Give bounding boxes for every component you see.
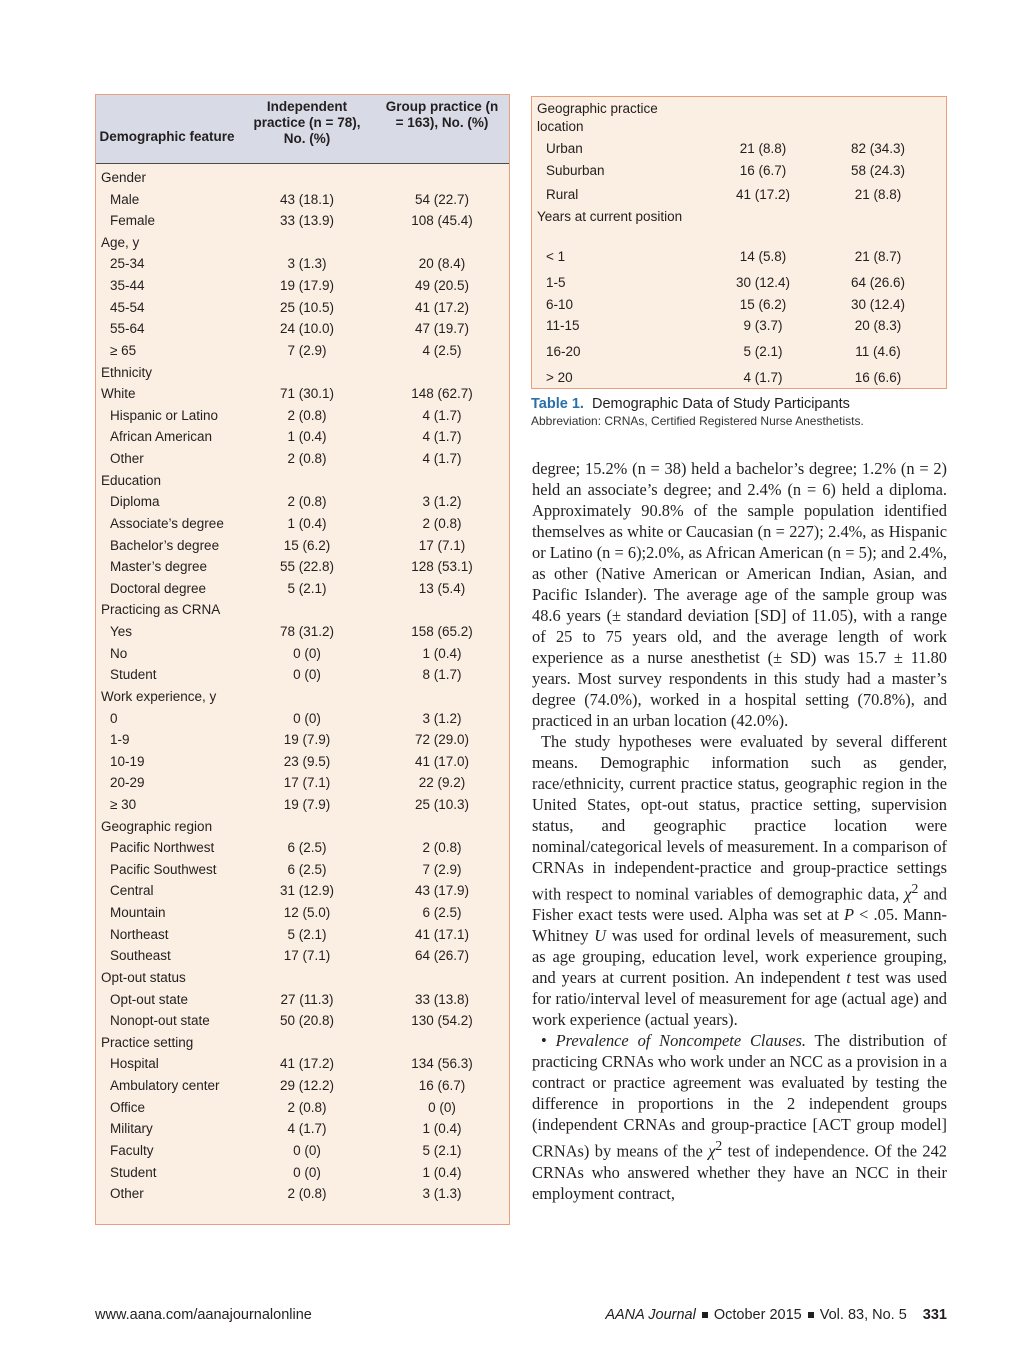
independent-value: 1 (0.4): [287, 429, 327, 445]
group-value: 64 (26.6): [850, 275, 906, 290]
group-value: 4 (2.5): [422, 342, 462, 358]
group-value: 17 (7.1): [418, 537, 466, 553]
row-label: Nonopt-out state: [110, 1013, 210, 1029]
row-label: Practice setting: [101, 1034, 194, 1050]
row-label: Ambulatory center: [110, 1078, 220, 1094]
row-label: 20-29: [110, 775, 145, 791]
group-value: 5 (2.1): [422, 1142, 462, 1158]
table-header: [96, 95, 509, 164]
independent-value: 9 (3.7): [743, 318, 783, 333]
article-body: [532, 458, 947, 1204]
row-label: White: [101, 386, 136, 402]
row-label: ≥ 30: [110, 796, 137, 812]
row-label: Student: [110, 1164, 157, 1180]
independent-value: 0 (0): [293, 1164, 321, 1180]
group-value: 158 (65.2): [411, 624, 473, 640]
independent-value: 2 (0.8): [287, 407, 327, 423]
row-label: 11-15: [546, 318, 580, 333]
table-title: Demographic Data of Study Participants: [591, 396, 850, 412]
group-value: 21 (8.8): [854, 187, 902, 202]
independent-value: 12 (5.0): [283, 905, 331, 921]
row-label: Northeast: [110, 926, 169, 942]
row-label: 55-64: [110, 321, 145, 337]
independent-value: 2 (0.8): [287, 494, 327, 510]
paragraph-demographics: degree; 15.2% (n = 38) held a bachelor’s degree; 1.2% (n = 2) held an associate’s degree; and 2.4% (n = 6) held a diploma. Approximately 90.8% of the sample population identified themselves as white or Caucasian (n = 227); 2.4%, as Hispanic or Latino (n = 6);2.0%, as African American (n = 5); and 2.4%, as other (Native American or American Indian, Asian, and Pacific Islander). The average age of the sample group was 48.6 years (± standard deviation [SD] of 11.05), with a range of 25 to 75 years old, and the average length of work experience as a nurse anesthetist (± SD) was 15.7 ± 11.80 years. Most survey respondents in this study had a master’s degree (74.0%), worked in a hospital setting (70.8%), and practiced in an urban location (42.0%).: [532, 459, 947, 730]
page-number: 331: [922, 1307, 947, 1323]
row-label: 25-34: [110, 256, 145, 272]
group-value: 4 (1.7): [422, 451, 462, 467]
table-label: Table 1.: [531, 396, 584, 412]
independent-value: 2 (0.8): [287, 1099, 327, 1115]
row-label: < 1: [546, 249, 566, 264]
journal-name: AANA Journal: [605, 1307, 696, 1323]
group-value: 0 (0): [428, 1099, 456, 1115]
independent-value: 0 (0): [293, 710, 321, 726]
row-label: Rural: [546, 187, 579, 202]
row-label: Gender: [101, 170, 147, 185]
group-value: 30 (12.4): [850, 297, 906, 312]
row-label: African American: [110, 429, 213, 445]
row-label: Military: [110, 1121, 153, 1137]
independent-value: 19 (17.9): [279, 278, 335, 294]
separator-square: [808, 1312, 814, 1318]
group-value: 58 (24.3): [850, 163, 906, 178]
independent-value: 23 (9.5): [283, 753, 331, 769]
independent-value: 15 (6.2): [283, 537, 331, 553]
independent-value: 50 (20.8): [279, 1013, 335, 1029]
row-label: Bachelor’s degree: [110, 537, 220, 553]
row-label: Yes: [110, 624, 133, 640]
independent-value: 0 (0): [293, 1142, 321, 1158]
independent-value: 0 (0): [293, 667, 321, 683]
group-value: 130 (54.2): [411, 1013, 473, 1029]
row-label: Geographic region: [101, 818, 213, 834]
row-label: > 20: [546, 370, 573, 385]
group-value: 64 (26.7): [414, 948, 470, 964]
independent-value: 78 (31.2): [279, 624, 335, 640]
row-label: ≥ 65: [110, 342, 137, 358]
row-label: Central: [110, 883, 154, 899]
independent-value: 27 (11.3): [280, 991, 334, 1007]
group-value: 41 (17.1): [414, 926, 470, 942]
independent-value: 29 (12.2): [279, 1078, 335, 1094]
group-value: 3 (1.2): [422, 710, 462, 726]
row-label: Ethnicity: [101, 364, 153, 380]
independent-value: 24 (10.0): [279, 321, 335, 337]
group-value: 8 (1.7): [422, 667, 462, 683]
row-label: 1-5: [546, 275, 566, 290]
group-value: 25 (10.3): [414, 796, 470, 812]
independent-value: 43 (18.1): [279, 191, 335, 207]
group-value: 72 (29.0): [414, 732, 470, 748]
independent-value: 33 (13.9): [279, 213, 335, 229]
row-label: 10-19: [110, 753, 145, 769]
group-value: 1 (0.4): [422, 1164, 462, 1180]
independent-value: 2 (0.8): [287, 1186, 327, 1202]
independent-value: 14 (5.8): [739, 249, 787, 264]
row-label: 0: [110, 710, 118, 726]
journal-volume: Vol. 83, No. 5: [819, 1307, 907, 1323]
independent-value: 30 (12.4): [735, 275, 791, 290]
row-label: 16-20: [546, 344, 581, 359]
group-value: 20 (8.4): [418, 256, 466, 272]
row-label: Master’s degree: [110, 559, 208, 575]
group-value: 7 (2.9): [422, 861, 462, 877]
independent-value: 41 (17.2): [735, 187, 791, 202]
demographic-table-right: [531, 96, 947, 389]
independent-value: 5 (2.1): [743, 344, 783, 359]
group-value: 54 (22.7): [414, 191, 470, 207]
group-value: 108 (45.4): [411, 213, 473, 229]
independent-value: 7 (2.9): [287, 342, 327, 358]
row-label: Faculty: [110, 1142, 154, 1158]
footer-journal-info: [605, 1307, 947, 1323]
row-label: Mountain: [110, 905, 166, 921]
independent-value: 15 (6.2): [739, 297, 787, 312]
row-label: 35-44: [110, 278, 145, 294]
independent-value: 19 (7.9): [283, 796, 331, 812]
group-value: 3 (1.2): [422, 494, 462, 510]
separator-square: [702, 1312, 708, 1318]
independent-value: 21 (8.8): [739, 141, 787, 156]
independent-value: 31 (12.9): [279, 883, 335, 899]
independent-value: 17 (7.1): [283, 775, 331, 791]
journal-issue: October 2015: [713, 1307, 802, 1323]
row-label: Opt-out status: [101, 969, 186, 985]
group-value: 2 (0.8): [422, 840, 462, 856]
independent-value: 17 (7.1): [283, 948, 331, 964]
group-value: 16 (6.7): [418, 1078, 466, 1094]
independent-value: 19 (7.9): [283, 732, 331, 748]
independent-value: 4 (1.7): [743, 370, 783, 385]
row-label: 6-10: [546, 297, 574, 312]
paragraph-prevalence: • Prevalence of Noncompete Clauses. The distribution of practicing CRNAs who work under an NCC as a provision in a contract or practice agreement was evaluated by testing the difference in proportions in the 2 independent groups (independent CRNAs and group-practice [ACT group model] CRNAs) by means of the $\chi^2$ test of independence. Of the 242 CRNAs who answered whether they have an NCC in their employment contract,: [532, 1031, 947, 1203]
group-value: 6 (2.5): [422, 905, 462, 921]
group-value: 41 (17.2): [414, 299, 470, 315]
row-label: Pacific Southwest: [110, 861, 217, 877]
group-value: 148 (62.7): [411, 386, 473, 402]
independent-value: 2 (0.8): [287, 451, 327, 467]
group-value: 22 (9.2): [418, 775, 466, 791]
group-value: 43 (17.9): [414, 883, 470, 899]
row-label: Other: [110, 451, 144, 467]
row-label: Age, y: [101, 234, 140, 250]
header-independent-practice: Independent practice (n = 78), No. (%): [253, 99, 361, 146]
section-heading-prevalence: Prevalence of Noncompete Clauses.: [555, 1031, 806, 1051]
independent-value: 0 (0): [293, 645, 321, 661]
table-caption: [531, 396, 951, 428]
group-value: 1 (0.4): [422, 1121, 462, 1137]
row-label: Diploma: [110, 494, 160, 510]
row-label: Practicing as CRNA: [101, 602, 221, 618]
table-abbreviation: Abbreviation: CRNAs, Certified Registered Nurse Anesthetists.: [531, 414, 864, 428]
row-label: Years at current position: [537, 209, 683, 224]
group-value: 128 (53.1): [411, 559, 473, 575]
independent-value: 6 (2.5): [287, 840, 327, 856]
independent-value: 3 (1.3): [287, 256, 327, 272]
group-value: 16 (6.6): [854, 370, 902, 385]
group-value: 33 (13.8): [414, 991, 470, 1007]
group-value: 13 (5.4): [418, 580, 466, 596]
group-value: 82 (34.3): [850, 141, 906, 156]
independent-value: 1 (0.4): [287, 515, 327, 531]
independent-value: 25 (10.5): [279, 299, 335, 315]
demographic-table-left: [95, 94, 510, 1225]
independent-value: 55 (22.8): [279, 559, 335, 575]
row-label: Female: [110, 213, 156, 229]
row-label: Office: [110, 1099, 146, 1115]
row-label: 1-9: [110, 732, 130, 748]
independent-value: 4 (1.7): [287, 1121, 327, 1137]
row-label: Doctoral degree: [110, 580, 207, 596]
row-label: Hospital: [110, 1056, 159, 1072]
group-value: 1 (0.4): [422, 645, 462, 661]
independent-value: 71 (30.1): [279, 386, 335, 402]
group-value: 2 (0.8): [422, 515, 462, 531]
footer-url[interactable]: www.aana.com/aanajournalonline: [95, 1307, 312, 1323]
header-demographic-feature: Demographic feature: [99, 129, 235, 144]
row-label: Southeast: [110, 948, 171, 964]
row-label: Other: [110, 1186, 144, 1202]
independent-value: 5 (2.1): [287, 580, 327, 596]
row-label: Associate’s degree: [110, 515, 224, 531]
independent-value: 5 (2.1): [287, 926, 327, 942]
independent-value: 6 (2.5): [287, 861, 327, 877]
row-label: Opt-out state: [110, 991, 189, 1007]
group-value: 21 (8.7): [854, 249, 902, 264]
row-label: Work experience, y: [101, 688, 217, 704]
group-value: 134 (56.3): [411, 1056, 473, 1072]
paragraph-hypotheses: The study hypotheses were evaluated by several different means. Demographic information such as gender, race/ethnicity, current practice status, geographic region in the United States, opt-out status, practice setting, supervision status, and geographic practice location were nominal/categorical levels of measurement. In a comparison of CRNAs in independent-practice and group-practice settings with respect to nominal variables of demographic data, $\chi^2$ and Fisher exact tests were used. Alpha was set at P < .05. Mann-Whitney U was used for ordinal levels of measurement, such as age grouping, education level, work experience grouping, and years at current position. An independent t test was used for ratio/interval level of measurement for age (actual age) and work experience (actual years).: [532, 732, 948, 1030]
group-value: 41 (17.0): [414, 753, 470, 769]
row-label: Pacific Northwest: [110, 840, 215, 856]
group-value: 11 (4.6): [855, 344, 901, 359]
row-label: Male: [110, 191, 140, 207]
row-label: No: [110, 645, 128, 661]
row-label: Urban: [546, 141, 583, 156]
group-value: 49 (20.5): [414, 278, 470, 294]
group-value: 47 (19.7): [414, 321, 470, 337]
header-group-practice: Group practice (n = 163), No. (%): [385, 99, 499, 130]
row-label: Hispanic or Latino: [110, 407, 219, 423]
group-value: 20 (8.3): [854, 318, 902, 333]
row-label: Education: [101, 472, 162, 488]
row-label: 45-54: [110, 299, 145, 315]
row-label: Student: [110, 667, 157, 683]
independent-value: 41 (17.2): [279, 1056, 335, 1072]
group-value: 4 (1.7): [422, 429, 462, 445]
group-value: 3 (1.3): [422, 1186, 462, 1202]
row-label: Geographic practice location: [537, 101, 658, 134]
group-value: 4 (1.7): [422, 407, 462, 423]
independent-value: 16 (6.7): [739, 163, 787, 178]
row-label: Suburban: [546, 163, 605, 178]
